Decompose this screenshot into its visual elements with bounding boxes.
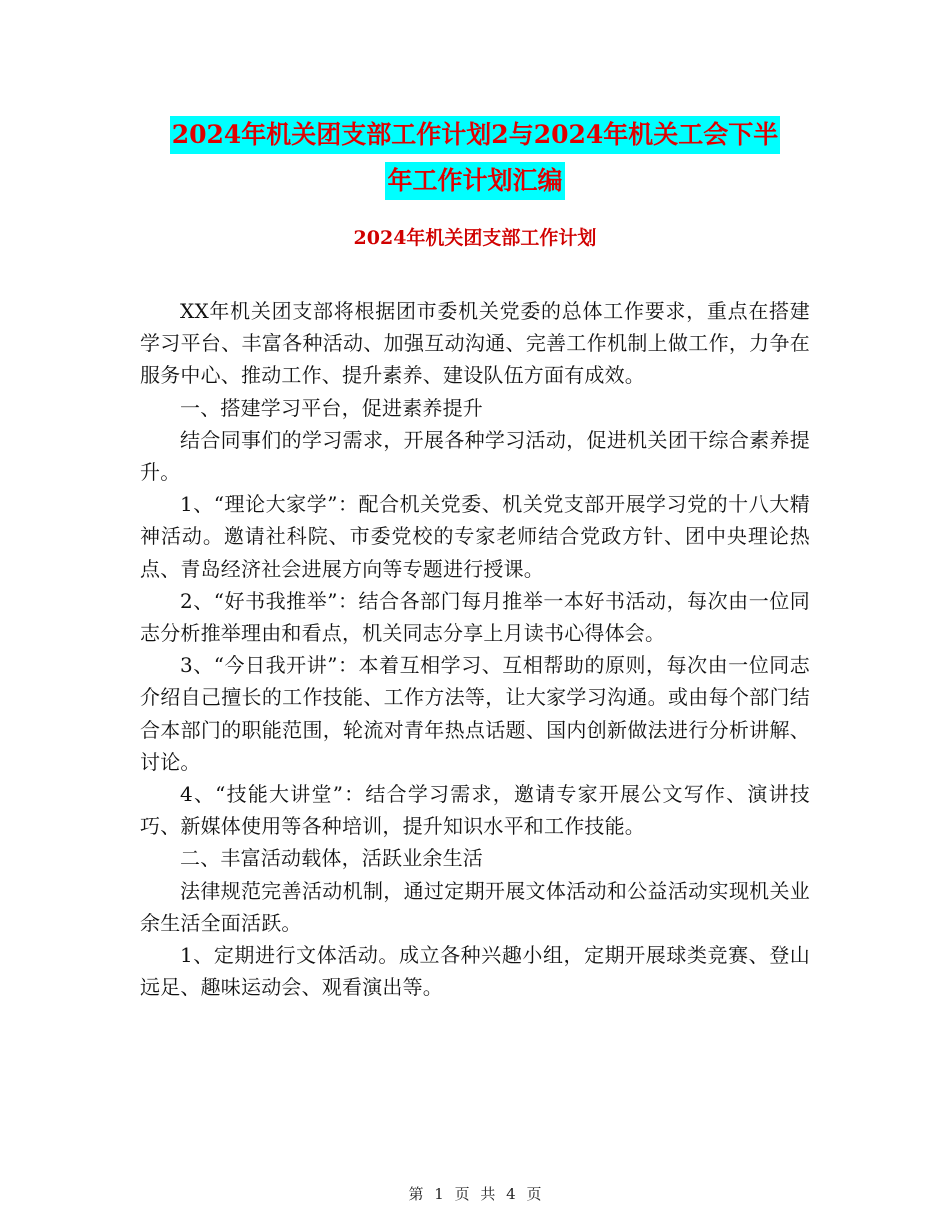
paragraph: XX年机关团支部将根据团市委机关党委的总体工作要求，重点在搭建学习平台、丰富各种活动、加强互动沟通、完善工作机制上做工作，力争在服务中心、推动工作、提升素养、建设队伍方面有成效。	[140, 299, 810, 388]
list-item: 3、“今日我开讲”：本着互相学习、互相帮助的原则，每次由一位同志介绍自己擅长的工作技能、工作方法等，让大家学习沟通。或由每个部门结合本部门的职能范围，轮流对青年热点话题、国内创新做法进行分析讲解、讨论。	[140, 653, 810, 774]
section-subtitle: 2024年机关团支部工作计划	[353, 227, 597, 249]
list-item: 2、“好书我推举”：结合各部门每月推举一本好书活动，每次由一位同志分析推举理由和看点，机关同志分享上月读书心得体会。	[140, 588, 810, 646]
section-heading-1: 一、搭建学习平台，促进素养提升	[180, 395, 483, 420]
document-title	[140, 112, 810, 204]
list-item: 1、定期进行文体活动。成立各种兴趣小组，定期开展球类竞赛、登山远足、趣味运动会、观看演出等。	[140, 943, 810, 1000]
page-number-footer: 第 1 页 共 4 页	[408, 1185, 542, 1203]
paragraph: 结合同事们的学习需求，开展各种学习活动，促进机关团干综合素养提升。	[140, 427, 810, 485]
document-body	[140, 295, 810, 1003]
title-line-1: 2024年机关团支部工作计划2与2024年机关工会下半	[170, 116, 781, 154]
title-line-2: 年工作计划汇编	[385, 162, 564, 200]
list-item: 1、“理论大家学”：配合机关党委、机关党支部开展学习党的十八大精神活动。邀请社科院、市委党校的专家老师结合党政方针、团中央理论热点、青岛经济社会进展方向等专题进行授课。	[140, 492, 810, 581]
section-heading-2: 二、丰富活动载体，活跃业余生活	[180, 846, 483, 871]
paragraph: 法律规范完善活动机制，通过定期开展文体活动和公益活动实现机关业余生活全面活跃。	[140, 878, 810, 935]
list-item: 4、“技能大讲堂”：结合学习需求，邀请专家开展公文写作、演讲技巧、新媒体使用等各种培训，提升知识水平和工作技能。	[140, 782, 810, 839]
